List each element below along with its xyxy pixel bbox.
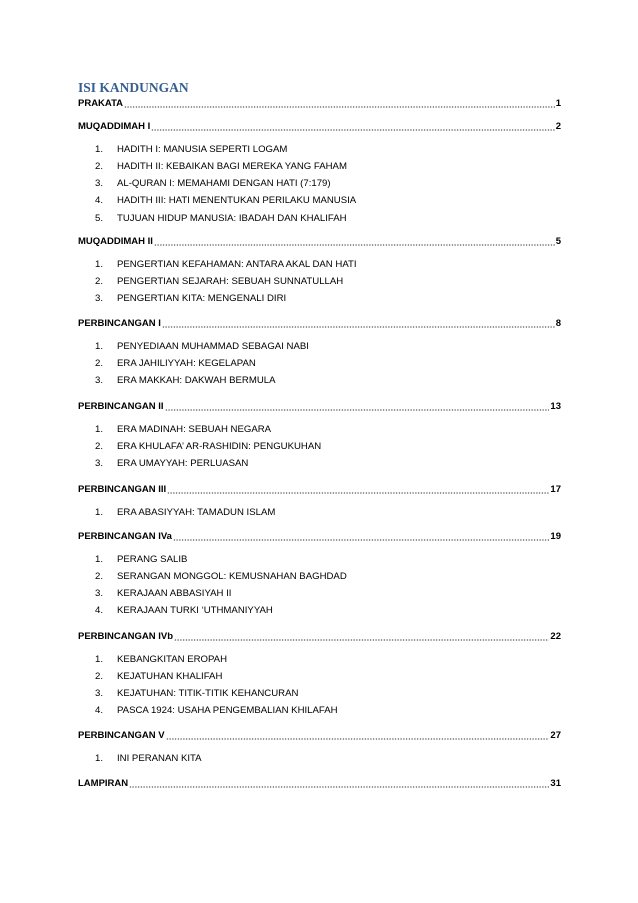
list-number: 1. (95, 506, 104, 518)
toc-title: ISI KANDUNGAN (78, 80, 189, 95)
toc-entry-label: PERBINCANGAN II (78, 401, 164, 412)
toc-subitem-text: HADITH II: KEBAIKAN BAGI MEREKA YANG FAHAM (117, 160, 347, 172)
toc-section-muqaddimah-ii (78, 234, 561, 307)
toc-subitem (78, 668, 561, 685)
list-number: 1. (95, 258, 104, 270)
toc-subitem-list (78, 141, 561, 227)
toc-entry-page: 22 (550, 631, 561, 642)
toc-section-lampiran (78, 776, 561, 792)
toc-subitem (78, 210, 561, 227)
list-number: 3. (95, 458, 104, 469)
toc-subitem-text: HADITH III: HATI MENENTUKAN PERILAKU MANUSIA (117, 195, 357, 207)
list-number: 3. (95, 178, 104, 189)
toc-entry-page: 2 (555, 121, 561, 132)
dot-leader (162, 326, 555, 328)
toc-subitem-text: KERAJAAN ABBASIYAH II (117, 588, 232, 599)
toc-subitem (78, 421, 561, 438)
list-number: 3. (95, 375, 104, 386)
toc-subitem-text: KEJATUHAN: TITIK-TITIK KEHANCURAN (117, 688, 299, 699)
toc-entry-label: PRAKATA (78, 98, 124, 109)
list-number: 3. (95, 588, 104, 599)
toc-subitem (78, 338, 561, 355)
toc-subitem (78, 585, 561, 602)
toc-subitem-text: PENGERTIAN KEFAHAMAN: ANTARA AKAL DAN HATI (117, 258, 357, 270)
list-number: 5. (95, 212, 104, 224)
list-number: 1. (95, 653, 104, 665)
dot-leader (124, 106, 555, 108)
toc-subitem-text: PENGERTIAN SEJARAH: SEBUAH SUNNATULLAH (117, 275, 344, 287)
toc-entry-page: 13 (550, 401, 561, 412)
list-number: 1. (95, 553, 104, 565)
toc-subitem-text: ERA MADINAH: SEBUAH NEGARA (117, 423, 272, 435)
toc-subitem (78, 273, 561, 290)
list-number: 3. (95, 293, 104, 304)
list-number: 4. (95, 705, 104, 717)
toc-section-perbincangan-i (78, 316, 561, 389)
toc-subitem (78, 651, 561, 668)
toc-entry (78, 316, 561, 332)
dot-leader (166, 738, 550, 740)
toc-subitem-text: KERAJAAN TURKI ‘UTHMANIYYAH (117, 605, 273, 617)
toc-subitem-list (78, 651, 561, 720)
list-number: 2. (95, 670, 104, 682)
toc-entry (78, 399, 561, 415)
list-number: 1. (95, 752, 104, 764)
list-number: 2. (95, 160, 104, 172)
toc-section-perbincangan-ivb (78, 629, 561, 720)
toc-subitem (78, 192, 561, 209)
toc-subitem-list (78, 338, 561, 390)
dot-leader (154, 244, 555, 246)
toc-subitem (78, 175, 561, 192)
toc-subitem (78, 702, 561, 719)
list-number: 4. (95, 605, 104, 617)
toc-entry (78, 776, 561, 792)
toc-subitem-text: ERA JAHILIYYAH: KEGELAPAN (117, 357, 256, 369)
toc-entry-label: PERBINCANGAN I (78, 318, 161, 329)
toc-entry (78, 119, 561, 135)
toc-entry-label: LAMPIRAN (78, 778, 129, 789)
toc-entry-label: PERBINCANGAN IVa (78, 531, 172, 542)
toc-entry-page: 17 (550, 484, 561, 495)
list-number: 4. (95, 195, 104, 207)
toc-subitem (78, 504, 561, 521)
list-number: 1. (95, 340, 104, 352)
toc-subitem (78, 158, 561, 175)
toc-entry-label: PERBINCANGAN IVb (78, 631, 174, 642)
toc-subitem-text: ERA MAKKAH: DAKWAH BERMULA (117, 375, 276, 386)
toc-entry-page: 31 (550, 778, 561, 789)
toc-entry (78, 234, 561, 250)
toc-subitem-text: HADITH I: MANUSIA SEPERTI LOGAM (117, 143, 288, 155)
toc-subitem-text: PENYEDIAAN MUHAMMAD SEBAGAI NABI (117, 340, 309, 352)
toc-entry (78, 96, 561, 112)
toc-entry (78, 728, 561, 744)
toc-subitem-text: PENGERTIAN KITA: MENGENALI DIRI (117, 293, 287, 304)
toc-subitem (78, 551, 561, 568)
toc-entry-page: 5 (555, 236, 561, 247)
list-number: 3. (95, 688, 104, 699)
list-number: 2. (95, 357, 104, 369)
toc-subitem (78, 256, 561, 273)
toc-entry-page: 19 (550, 531, 561, 542)
toc-subitem (78, 372, 561, 389)
toc-section-perbincangan-v (78, 728, 561, 767)
toc-entry-label: PERBINCANGAN III (78, 484, 167, 495)
toc-subitem-list (78, 551, 561, 620)
toc-subitem-list (78, 504, 561, 521)
toc-section-perbincangan-ii (78, 399, 561, 472)
toc-entry (78, 529, 561, 545)
toc-section-prakata (78, 96, 561, 112)
toc-subitem (78, 750, 561, 767)
toc-subitem (78, 685, 561, 702)
toc-subitem-text: ERA KHULAFA’ AR-RASHIDIN: PENGUKUHAN (117, 440, 322, 452)
toc-subitem (78, 438, 561, 455)
list-number: 2. (95, 275, 104, 287)
toc-entry (78, 482, 561, 498)
list-number: 1. (95, 143, 104, 155)
list-number: 1. (95, 423, 104, 435)
toc-subitem (78, 141, 561, 158)
dot-leader (151, 129, 554, 131)
toc-entry-label: MUQADDIMAH II (78, 236, 153, 247)
toc-subitem-text: ERA UMAYYAH: PERLUASAN (117, 458, 249, 469)
dot-leader (167, 492, 549, 494)
toc-subitem-text: SERANGAN MONGGOL: KEMUSNAHAN BAGHDAD (117, 570, 347, 582)
toc-subitem-text: KEBANGKITAN EROPAH (117, 653, 227, 665)
toc-subitem-text: ERA ABASIYYAH: TAMADUN ISLAM (117, 506, 276, 518)
toc-subitem-list (78, 421, 561, 473)
toc-subitem-text: KEJATUHAN KHALIFAH (117, 670, 223, 682)
dot-leader (173, 539, 549, 541)
toc-subitem-text: PASCA 1924: USAHA PENGEMBALIAN KHILAFAH (117, 705, 338, 717)
toc-entry-page: 27 (550, 730, 561, 741)
toc-subitem (78, 290, 561, 307)
toc-subitem (78, 355, 561, 372)
dot-leader (129, 786, 549, 788)
toc-entry-page: 8 (555, 318, 561, 329)
toc-entry (78, 629, 561, 645)
dot-leader (165, 409, 550, 411)
toc-section-muqaddimah-i (78, 119, 561, 227)
toc-subitem (78, 602, 561, 619)
toc-subitem-text: PERANG SALIB (117, 553, 188, 565)
toc-subitem (78, 455, 561, 472)
toc-subitem-text: INI PERANAN KITA (117, 752, 202, 764)
toc-entry-page: 1 (555, 98, 561, 109)
toc-subitem-text: AL-QURAN I: MEMAHAMI DENGAN HATI (7:179) (117, 178, 331, 189)
toc-section-perbincangan-iva (78, 529, 561, 620)
toc-subitem-text: TUJUAN HIDUP MANUSIA: IBADAH DAN KHALIFAH (117, 212, 347, 224)
list-number: 2. (95, 440, 104, 452)
list-number: 2. (95, 570, 104, 582)
dot-leader (174, 639, 549, 641)
toc-entry-label: PERBINCANGAN V (78, 730, 165, 741)
toc-subitem (78, 568, 561, 585)
toc-subitem-list (78, 750, 561, 767)
toc-entry-label: MUQADDIMAH I (78, 121, 151, 132)
toc-subitem-list (78, 256, 561, 308)
toc-section-perbincangan-iii (78, 482, 561, 521)
